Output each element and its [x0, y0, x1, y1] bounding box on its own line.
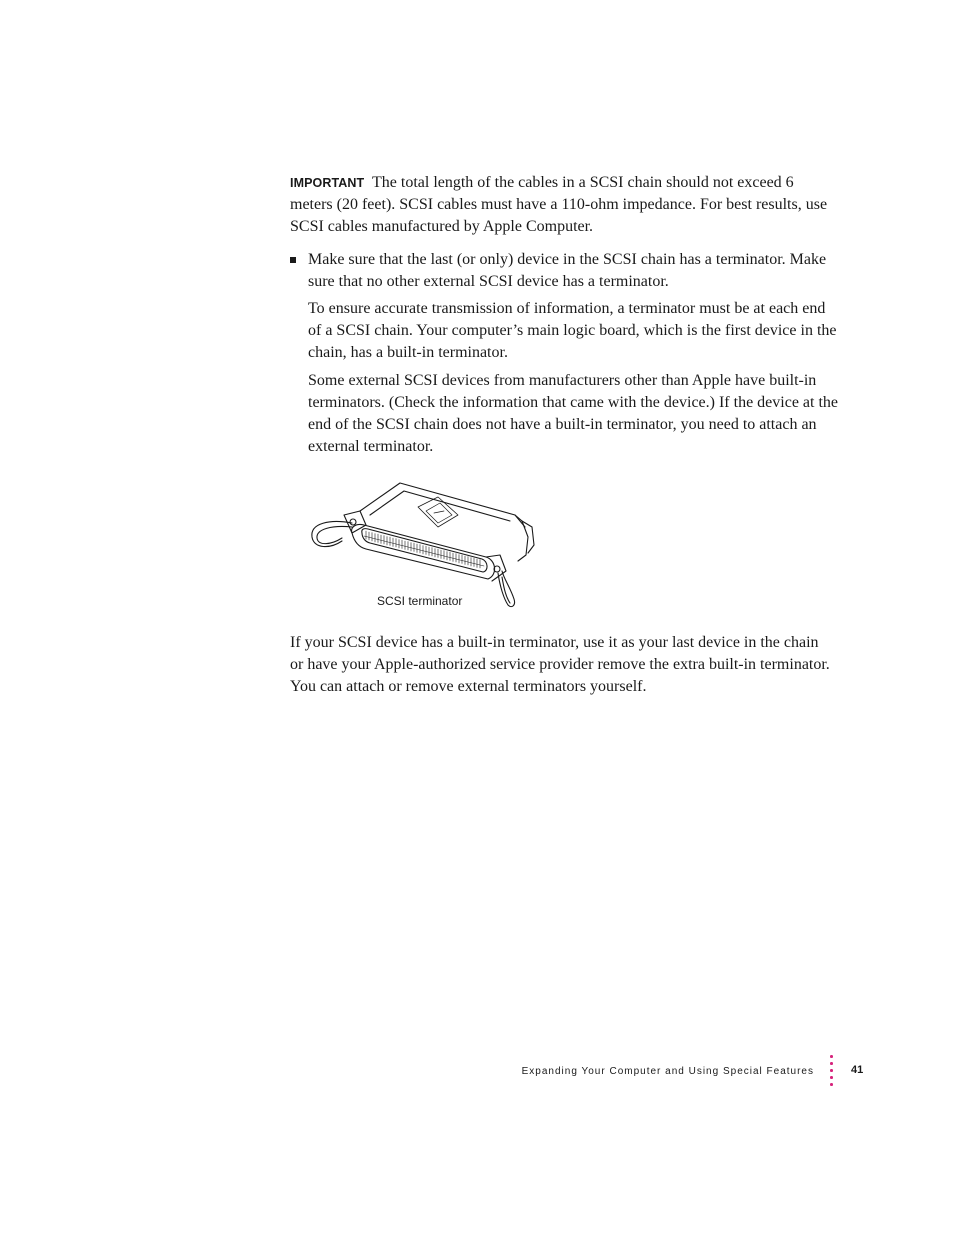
bullet-square-icon [290, 257, 296, 263]
page-number: 41 [851, 1064, 864, 1076]
figure-caption: SCSI terminator [377, 594, 463, 608]
paragraph-ensure: To ensure accurate transmission of information, a terminator must be at each end of a SCSI chain. Your computer’s main logic board, which is the first device in the chain, has a built-in terminator. [308, 300, 837, 361]
important-text: The total length of the cables in a SCSI chain should not exceed 6 meters (20 feet). SCSI cables must have a 110-ohm impedance. For best results, use SCSI cables manufactured by Apple Computer. [290, 174, 828, 235]
paragraph-external-devices: Some external SCSI devices from manufacturers other than Apple have built-in terminators. (Check the information that came with the device.) If the device at the end of the SCSI chain does not have a built-in terminator, you need to attach an external terminator. [308, 372, 839, 455]
important-note [290, 172, 835, 238]
bullet-item: Make sure that the last (or only) device in the SCSI chain has a terminator. Make sure that no other external SCSI device has a terminator. [308, 251, 827, 290]
important-label: IMPORTANT [290, 176, 365, 190]
footer-chapter-title: Expanding Your Computer and Using Special Features [521, 1066, 814, 1077]
paragraph-built-in-terminator: If your SCSI device has a built-in terminator, use it as your last device in the chain or have your Apple-authorized service provider remove the extra built-in terminator. You can attach or remove external terminators yourself. [290, 634, 830, 695]
footer-dots-divider [830, 1055, 834, 1095]
